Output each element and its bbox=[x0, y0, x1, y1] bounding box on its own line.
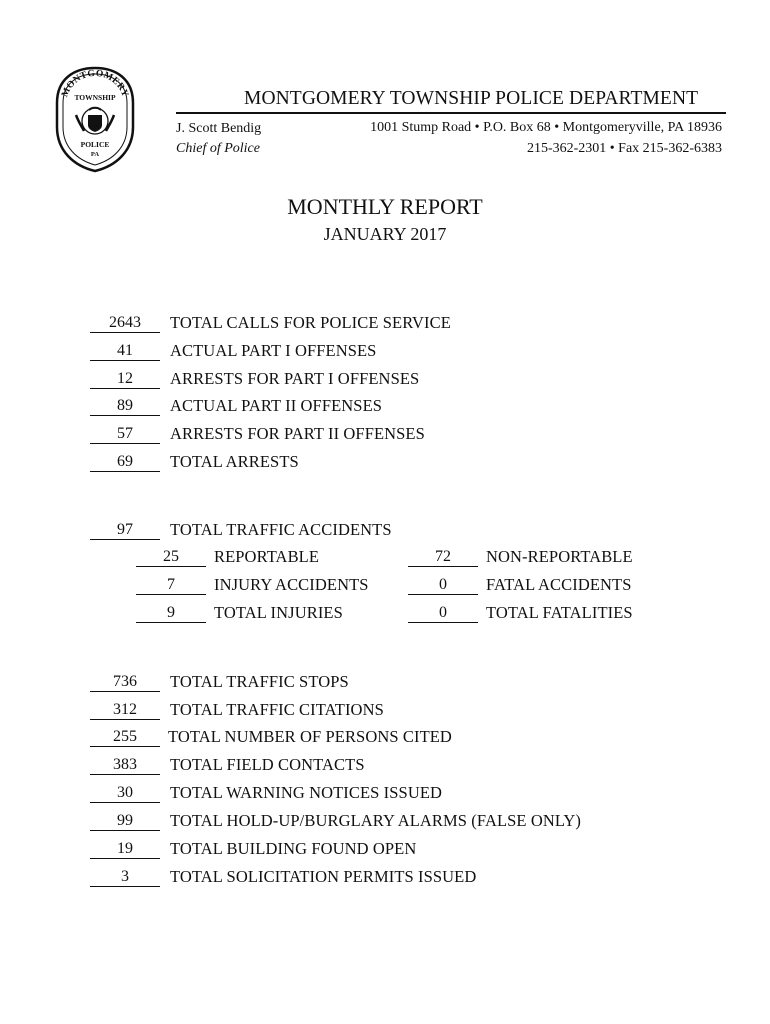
stat-label: TOTAL BUILDING FOUND OPEN bbox=[170, 839, 417, 858]
stat-label: TOTAL TRAFFIC ACCIDENTS bbox=[170, 520, 392, 539]
stat-value: 9 bbox=[136, 604, 206, 623]
stat-value: 72 bbox=[408, 548, 478, 567]
stat-label: TOTAL CALLS FOR POLICE SERVICE bbox=[170, 313, 451, 332]
stat-label: TOTAL FIELD CONTACTS bbox=[170, 755, 365, 774]
report-month: JANUARY 2017 bbox=[323, 224, 447, 244]
stat-value: 30 bbox=[90, 784, 160, 803]
department-title: MONTGOMERY TOWNSHIP POLICE DEPARTMENT bbox=[244, 88, 699, 109]
stat-label: TOTAL ARRESTS bbox=[170, 452, 299, 471]
stat-value: 12 bbox=[90, 370, 160, 389]
stat-value: 7 bbox=[136, 576, 206, 595]
badge-arc-text: MONTGOMERY bbox=[60, 68, 130, 99]
stat-label: TOTAL TRAFFIC CITATIONS bbox=[170, 700, 384, 719]
stat-value: 89 bbox=[90, 397, 160, 416]
stat-value: 57 bbox=[90, 425, 160, 444]
stat-label: TOTAL SOLICITATION PERMITS ISSUED bbox=[170, 867, 477, 886]
stat-value: 0 bbox=[408, 576, 478, 595]
stat-value: 383 bbox=[90, 756, 160, 775]
header-rule bbox=[176, 112, 726, 114]
stat-label: FATAL ACCIDENTS bbox=[486, 575, 632, 594]
stat-label: NON-REPORTABLE bbox=[486, 547, 633, 566]
chief-title: Chief of Police bbox=[176, 141, 260, 156]
stat-value: 69 bbox=[90, 453, 160, 472]
report-title: MONTHLY REPORT bbox=[287, 194, 483, 219]
stat-label: REPORTABLE bbox=[214, 547, 320, 566]
stat-value: 736 bbox=[90, 673, 160, 692]
stat-label: TOTAL TRAFFIC STOPS bbox=[170, 672, 349, 691]
department-phone: 215-362-2301 • Fax 215-362-6383 bbox=[526, 141, 722, 156]
badge-bottom-line1: POLICE bbox=[80, 140, 110, 149]
stat-value: 0 bbox=[408, 604, 478, 623]
department-address: 1001 Stump Road • P.O. Box 68 • Montgomeryville, PA 18936 bbox=[370, 120, 722, 135]
stat-value: 97 bbox=[90, 521, 160, 540]
badge-bottom-line2: PA bbox=[90, 151, 100, 158]
stat-value: 255 bbox=[90, 728, 160, 747]
badge-sub-text: TOWNSHIP bbox=[74, 93, 116, 102]
stat-value: 25 bbox=[136, 548, 206, 567]
police-badge-logo bbox=[54, 65, 136, 173]
stat-value: 19 bbox=[90, 840, 160, 859]
stat-value: 312 bbox=[90, 701, 160, 720]
stat-value: 3 bbox=[90, 868, 160, 887]
stat-label: INJURY ACCIDENTS bbox=[214, 575, 369, 594]
stat-label: TOTAL NUMBER OF PERSONS CITED bbox=[168, 727, 452, 746]
stat-label: ACTUAL PART II OFFENSES bbox=[170, 396, 383, 415]
stat-value: 99 bbox=[90, 812, 160, 831]
stat-label: TOTAL INJURIES bbox=[214, 603, 343, 622]
stat-label: TOTAL WARNING NOTICES ISSUED bbox=[170, 783, 443, 802]
stat-label: ARRESTS FOR PART I OFFENSES bbox=[170, 369, 420, 388]
stat-label: TOTAL FATALITIES bbox=[486, 603, 633, 622]
stat-label: ACTUAL PART I OFFENSES bbox=[170, 341, 377, 360]
chief-name: J. Scott Bendig bbox=[176, 121, 262, 136]
stat-label: ARRESTS FOR PART II OFFENSES bbox=[170, 424, 425, 443]
stat-value: 41 bbox=[90, 342, 160, 361]
stat-label: TOTAL HOLD-UP/BURGLARY ALARMS (FALSE ONLY) bbox=[170, 811, 581, 830]
stat-value: 2643 bbox=[90, 314, 160, 333]
